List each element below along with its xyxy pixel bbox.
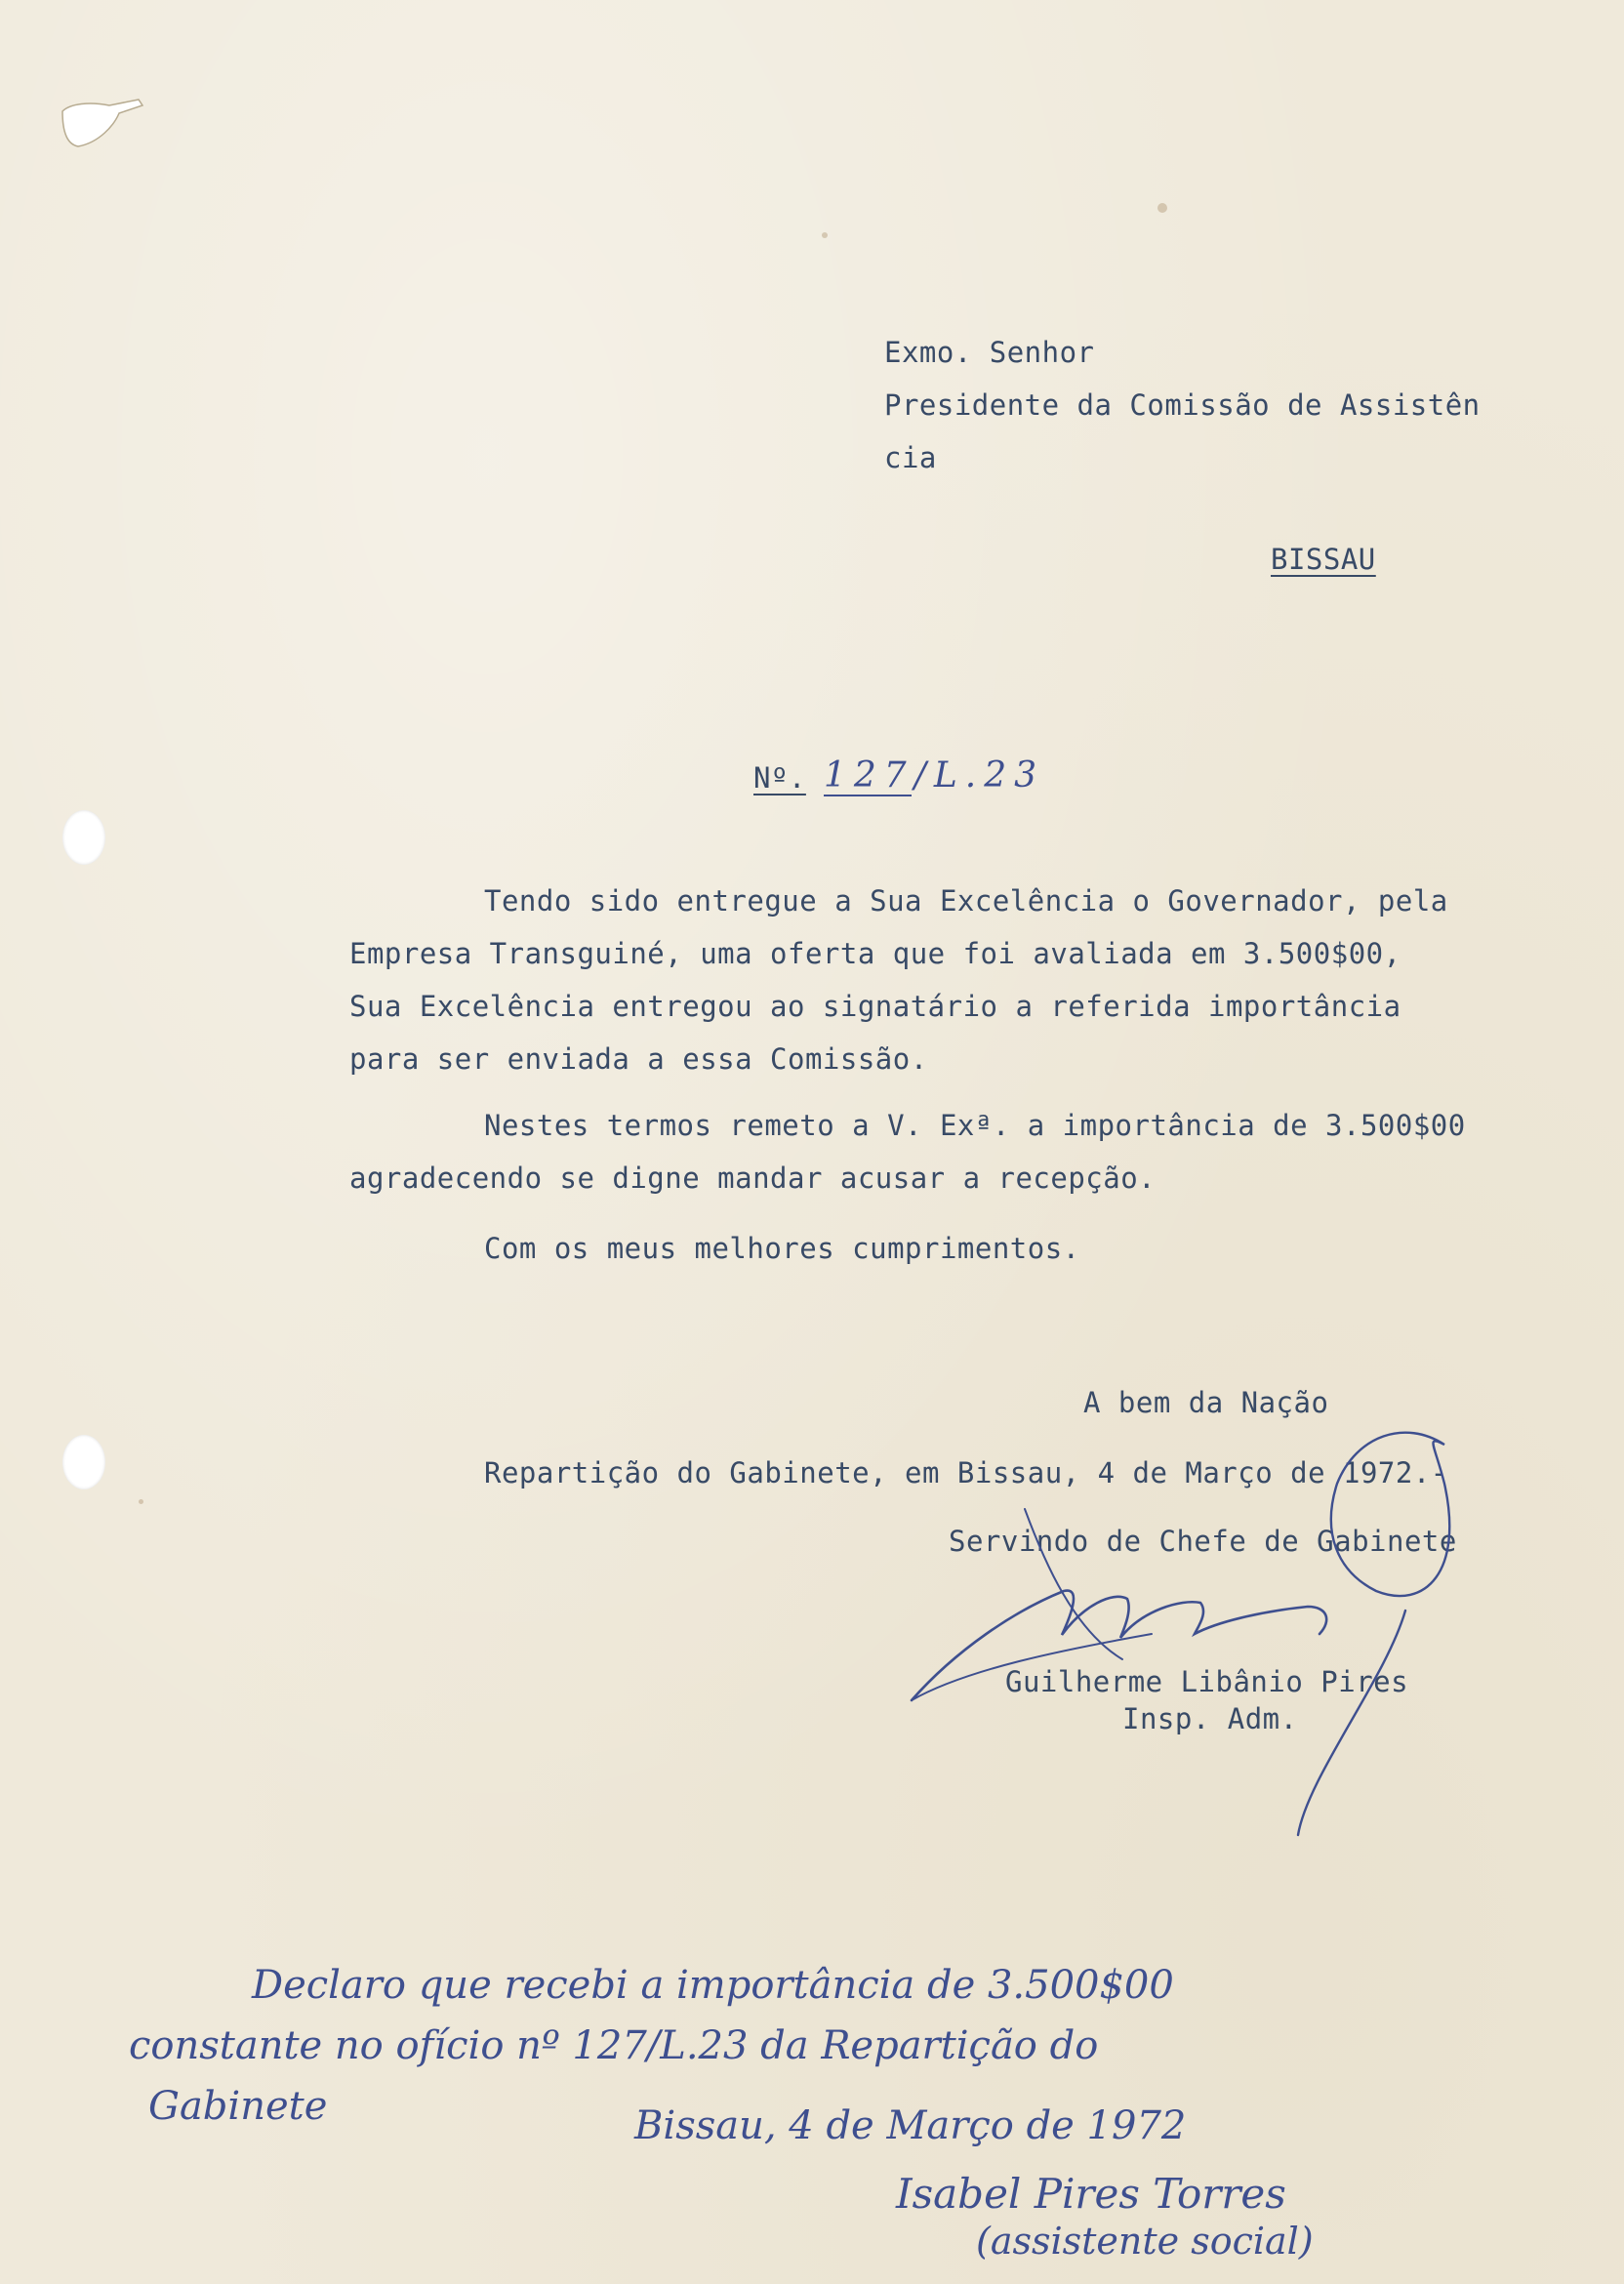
addressee-title-line-1: Presidente da Comissão de Assistên (884, 388, 1481, 422)
body-paragraph-1-line-2: Empresa Transguiné, uma oferta que foi avaliada em 3.500$00, (349, 937, 1401, 970)
receipt-note-signature: Isabel Pires Torres (896, 2170, 1286, 2218)
addressee-title-line-2: cia (884, 441, 937, 474)
reference-number: 127/L.23 (824, 755, 1044, 795)
signatory-role: Servindo de Chefe de Gabinete (949, 1525, 1457, 1558)
receipt-note-role: (assistente social) (976, 2220, 1314, 2263)
body-paragraph-2-line-2: agradecendo se digne mandar acusar a recepção. (349, 1162, 1157, 1195)
punch-hole-bottom (62, 1435, 105, 1489)
motto: A bem da Nação (1083, 1386, 1329, 1419)
receipt-note-line-1: Declaro que recebi a importância de 3.500$00 (252, 1963, 1174, 2008)
paper-stain (1157, 203, 1167, 213)
signatory-name: Guilherme Libânio Pires (1005, 1665, 1409, 1698)
torn-corner-mark (61, 96, 144, 148)
receipt-note-line-2: constante no ofício nº 127/L.23 da Repartição do (129, 2023, 1099, 2068)
reference-prefix: Nº. (753, 761, 806, 795)
receipt-note-line-4: Bissau, 4 de Março de 1972 (634, 2103, 1187, 2148)
receipt-note-line-3: Gabinete (148, 2084, 328, 2129)
reference-underline (824, 793, 912, 798)
official-signature (898, 1425, 1503, 1884)
place-date: Repartição do Gabinete, em Bissau, 4 de Março de 1972.- (484, 1456, 1448, 1489)
body-paragraph-1-line-4: para ser enviada a essa Comissão. (349, 1042, 928, 1076)
punch-hole-top (62, 810, 105, 865)
signatory-rank: Insp. Adm. (1122, 1702, 1298, 1735)
body-paragraph-1-line-3: Sua Excelência entregou ao signatário a referida importância (349, 990, 1401, 1023)
salutation: Exmo. Senhor (884, 336, 1095, 369)
body-paragraph-2-line-1: Nestes termos remeto a V. Exª. a importância de 3.500$00 (484, 1109, 1466, 1142)
body-paragraph-1-line-1: Tendo sido entregue a Sua Excelência o Governador, pela (484, 884, 1448, 918)
paper-stain (822, 232, 828, 238)
closing-line: Com os meus melhores cumprimentos. (484, 1232, 1080, 1265)
paper-stain (139, 1499, 143, 1504)
addressee-city: BISSAU (1271, 543, 1376, 576)
